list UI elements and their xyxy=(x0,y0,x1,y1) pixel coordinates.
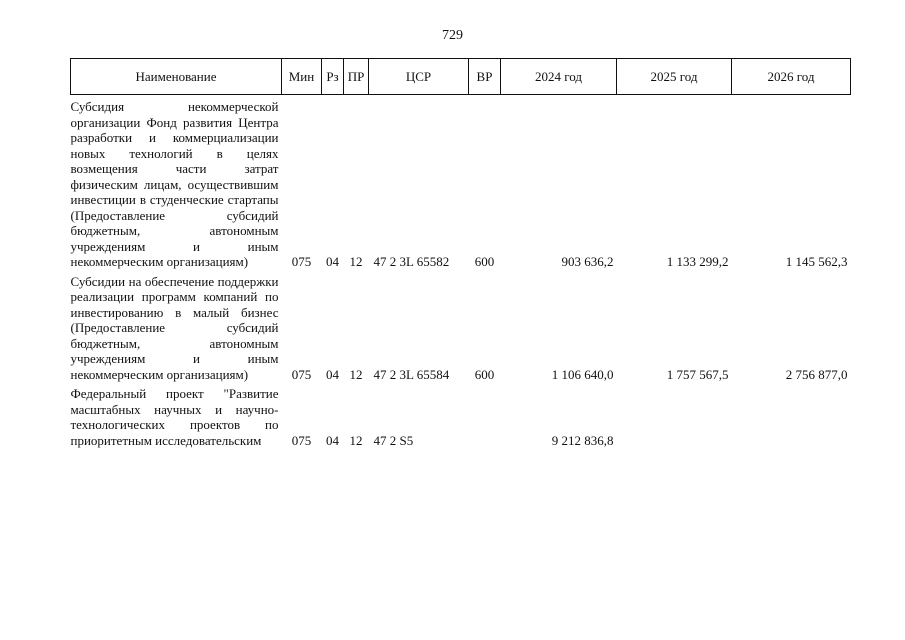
row-min: 075 xyxy=(291,432,312,448)
row-2026 xyxy=(732,382,851,448)
row-2025 xyxy=(617,382,732,448)
table-header-row xyxy=(71,59,851,95)
row-name-text: Субсидии на обеспечение поддержки реализации программ компаний по инвестированию в малый бизнес (Предоставление субсидий бюджетным, автономным учреждениям и иным некоммерческим организациям) xyxy=(70,273,279,382)
row-csr: 47 2 S5 xyxy=(373,432,414,448)
row-csr: 47 2 3L 65582 xyxy=(373,254,450,269)
row-min: 075 xyxy=(291,254,312,269)
header-csr: ЦСР xyxy=(369,59,469,95)
row-vr xyxy=(469,382,501,448)
row-vr: 600 xyxy=(474,366,495,382)
header-min: Мин xyxy=(282,59,322,95)
row-min: 075 xyxy=(291,366,312,382)
row-2025: 1 133 299,2 xyxy=(666,254,729,269)
row-csr: 47 2 3L 65584 xyxy=(373,366,450,382)
row-2024: 1 106 640,0 xyxy=(551,366,614,382)
header-2024: 2024 год xyxy=(501,59,617,95)
row-2026: 1 145 562,3 xyxy=(785,254,848,269)
header-rz: Рз xyxy=(322,59,344,95)
row-pr: 12 xyxy=(349,366,363,382)
row-2024: 903 636,2 xyxy=(561,254,614,269)
row-2025: 1 757 567,5 xyxy=(666,366,729,382)
row-rz: 04 xyxy=(326,366,339,382)
header-name: Наименование xyxy=(71,59,282,95)
header-pr: ПР xyxy=(344,59,369,95)
header-2025: 2025 год xyxy=(617,59,732,95)
row-2024: 9 212 836,8 xyxy=(551,432,614,448)
row-name-text: Федеральный проект "Развитие масштабных научных и научно-технологических проектов по приоритетным исследовательским xyxy=(70,386,279,448)
header-2026: 2026 год xyxy=(732,59,851,95)
row-rz: 04 xyxy=(326,432,339,448)
table-row xyxy=(71,95,851,270)
table-row xyxy=(71,382,851,448)
row-pr: 12 xyxy=(349,432,363,448)
row-vr: 600 xyxy=(474,254,495,269)
row-name xyxy=(71,270,282,383)
page-number: 729 xyxy=(442,28,463,43)
header-vr: ВР xyxy=(469,59,501,95)
table-row xyxy=(71,270,851,383)
row-name xyxy=(71,95,282,270)
row-2026: 2 756 877,0 xyxy=(785,366,848,382)
budget-table xyxy=(70,58,851,448)
row-rz: 04 xyxy=(326,254,339,269)
row-name-text: Субсидия некоммерческой организации Фонд развития Центра разработки и коммерциализации новых технологий в целях возмещения части затрат физическим лицам, осуществившим инвестиции в студенческие стартапы (Предоставление субсидий бюджетным, автономным учреждениям и иным некоммерческим организациям) xyxy=(70,99,279,269)
row-name xyxy=(71,382,282,448)
row-pr: 12 xyxy=(349,254,363,269)
